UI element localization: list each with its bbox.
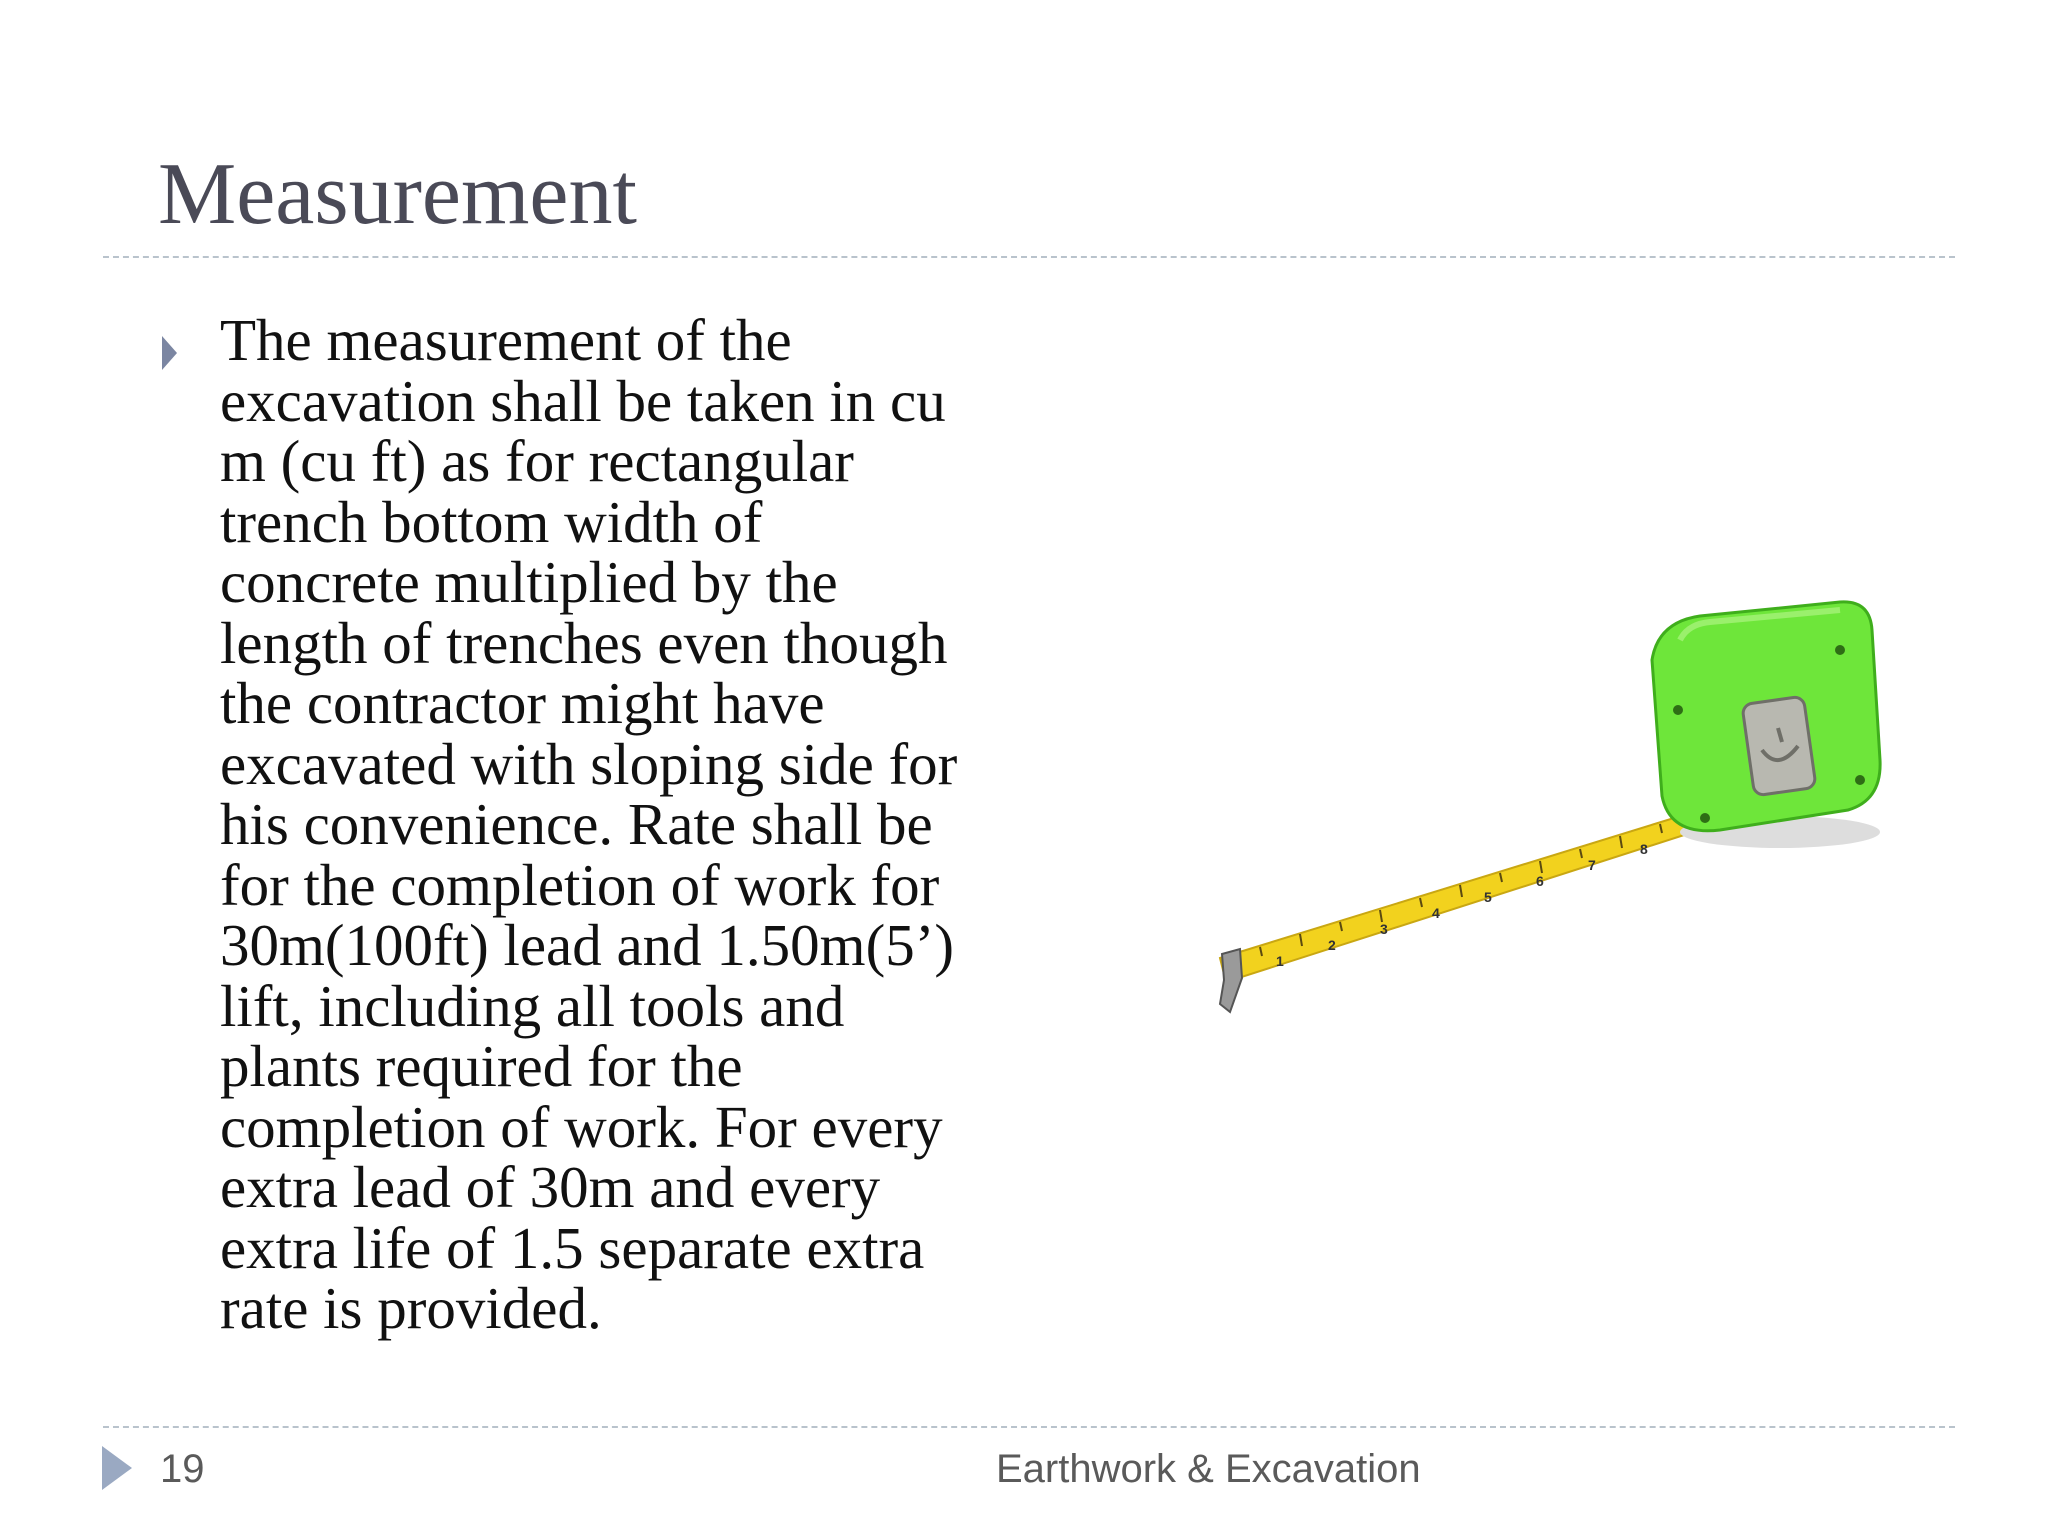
tape-hook [1220, 949, 1242, 1012]
tape-tick-label: 2 [1328, 937, 1336, 953]
tape-tick-label: 1 [1276, 953, 1284, 969]
tape-tick-label: 5 [1484, 889, 1492, 905]
bullet-list [158, 307, 1058, 1341]
belt-clip [1742, 696, 1816, 796]
title-divider [103, 256, 1955, 258]
slide-title: Measurement [158, 146, 637, 243]
footer-divider [103, 1426, 1955, 1428]
slide-number: 19 [160, 1447, 205, 1491]
tape-tick-label: 8 [1640, 841, 1648, 857]
tape-tick-label: 4 [1432, 905, 1440, 921]
tape-tick-label: 7 [1588, 857, 1596, 873]
tape-tick-label: 3 [1380, 921, 1388, 937]
bullet-triangle-icon [162, 336, 177, 370]
tape-blade [1220, 810, 1706, 982]
bullet-item-text: The measurement of the excavation shall be taken in cu m (cu ft) as for rectangular trench bottom width of concrete multiplied by the length of trenches even though the contractor might have excavated with sloping side for his convenience. Rate shall be for the completion of work for 30m(100ft) lead and 1.50m(5’) lift, including all tools and plants required for the completion of work. For every extra lead of 30m and every extra life of 1.5 separate extra rate is provided. [220, 307, 958, 1341]
footer-arrow-icon [102, 1446, 132, 1490]
measuring-tape-icon [1200, 600, 1900, 1030]
tape-tick-label: 6 [1536, 873, 1544, 889]
footer-title: Earthwork & Excavation [996, 1447, 1421, 1491]
